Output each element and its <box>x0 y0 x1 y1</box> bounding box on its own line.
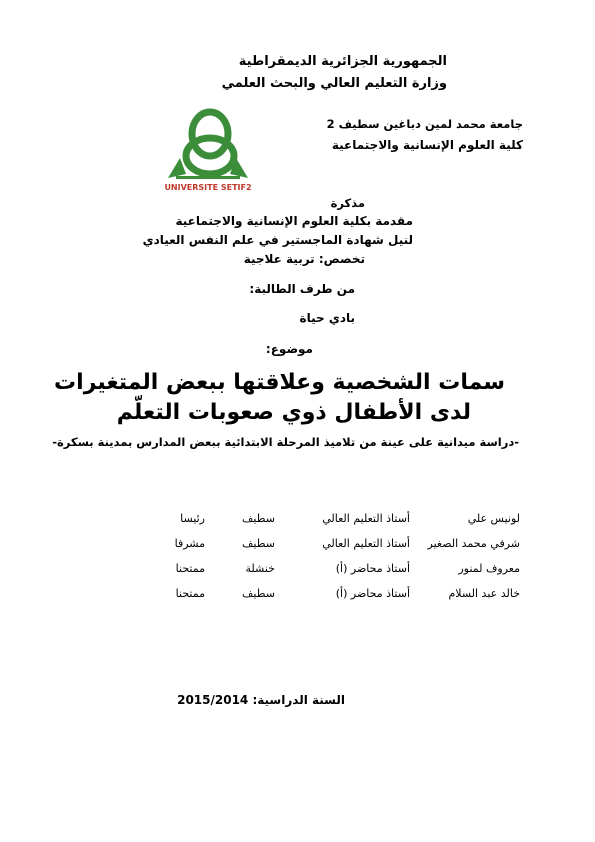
jury-role: رئيسا <box>180 512 205 525</box>
jury-row <box>100 537 520 559</box>
faculty-name: كلية العلوم الإنسانية والاجتماعية <box>331 138 523 152</box>
jury-rank: أستاذ التعليم العالي <box>322 537 410 550</box>
specialty-line: تخصص: تربية علاجية <box>243 252 365 266</box>
republic-line: الجمهورية الجزائرية الديمقراطية <box>238 54 447 69</box>
submitted-line: مقدمة بكلية العلوم الإنسانية والاجتماعية <box>175 214 413 228</box>
jury-role: ممتحنا <box>175 562 205 575</box>
thesis-title-line2: لدى الأطفال ذوي صعوبات التعلّم <box>116 400 471 425</box>
university-name: جامعة محمد لمين دباغين سطيف 2 <box>326 117 523 131</box>
jury-row <box>100 562 520 584</box>
jury-row <box>100 512 520 534</box>
jury-university: خنشلة <box>245 562 275 575</box>
university-logo <box>158 104 258 196</box>
jury-name: لونيس علي <box>467 512 520 525</box>
jury-university: سطيف <box>242 537 275 550</box>
academic-year: السنة الدراسية: 2015/2014 <box>177 693 345 707</box>
jury-rank: أستاذ محاضر (أ) <box>335 562 410 575</box>
subject-label: موضوع: <box>265 342 313 356</box>
logo-graphic <box>158 104 258 196</box>
jury-row <box>100 587 520 609</box>
jury-role: ممتحنا <box>175 587 205 600</box>
thesis-title-line1: سمات الشخصية وعلاقتها ببعض المتغيرات <box>54 370 505 395</box>
student-name: بادي حياة <box>299 311 355 325</box>
memo-label: مذكرة <box>330 196 365 210</box>
jury-name: معروف لمنور <box>458 562 520 575</box>
logo-text: UNIVERSITE SETIF2 <box>164 183 252 192</box>
ministry-line: وزارة التعليم العالي والبحث العلمي <box>221 76 447 91</box>
jury-rank: أستاذ التعليم العالي <box>322 512 410 525</box>
jury-rank: أستاذ محاضر (أ) <box>335 587 410 600</box>
jury-role: مشرفا <box>174 537 205 550</box>
degree-line: لنيل شهادة الماجستير في علم النفس العيادي <box>142 233 413 247</box>
jury-university: سطيف <box>242 512 275 525</box>
jury-name: شرفي محمد الصغير <box>427 537 520 550</box>
by-student-label: من طرف الطالبة: <box>249 282 355 296</box>
thesis-subtitle: -دراسة ميدانية على عينة من تلاميذ المرحلة الابتدائية ببعض المدارس بمدينة بسكرة- <box>52 435 519 449</box>
jury-university: سطيف <box>242 587 275 600</box>
jury-name: خالد عبد السلام <box>448 587 520 600</box>
